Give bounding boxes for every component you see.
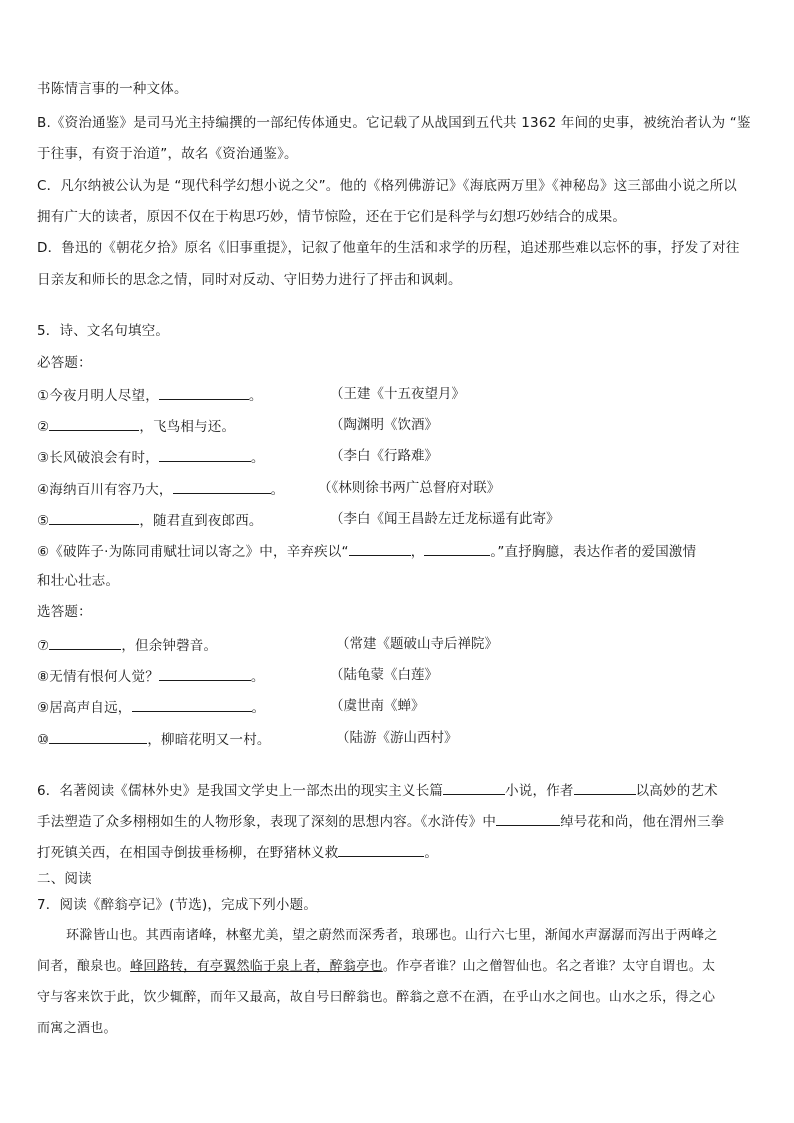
item-text: ， — [410, 544, 425, 560]
item-text: ①今夜月明人尽望， — [37, 388, 159, 404]
option-b-line-1: B.《资治通鉴》是司马光主持编撰的一部纪传体通史。它记载了从战国到五代共 1362 年间的史事，被统治者认为 “鉴 — [37, 115, 751, 131]
blank-line[interactable] — [49, 416, 139, 431]
fill-item-4 — [37, 479, 284, 499]
q6-text: 6．名著阅读《儒林外史》是我国文学史上一部杰出的现实主义长篇 — [37, 783, 444, 799]
blank-line[interactable] — [574, 780, 636, 795]
item-text: 。 — [248, 388, 263, 404]
q6-text: 绰号花和尚，他在渭州三拳 — [560, 814, 725, 830]
fill-item-1 — [37, 385, 263, 405]
passage-text: 间者，酿泉也。 — [37, 959, 131, 974]
item-text: ⑤ — [37, 513, 50, 529]
blank-line[interactable] — [159, 447, 251, 462]
blank-line[interactable] — [424, 541, 490, 556]
option-d-line-2: 日亲友和师长的思念之情，同时对反动、守旧势力进行了抨击和讽刺。 — [37, 272, 462, 288]
passage-line-4: 而寓之酒也。 — [37, 1021, 117, 1036]
option-c-line-1: C．凡尔纳被公认为是 “现代科学幻想小说之父”。他的《格列佛游记》《海底两万里》《神秘岛》这三部曲小说之所以 — [37, 178, 738, 194]
item-text: ，飞鸟相与还。 — [139, 419, 236, 435]
fill-item-3 — [37, 447, 265, 467]
source-5: （李白《闻王昌龄左迁龙标遥有此寄》 — [330, 511, 560, 527]
source-4: （《林则徐书两广总督府对联》 — [318, 480, 501, 496]
source-10: （陆游《游山西村》 — [336, 730, 458, 746]
fill-item-2 — [37, 416, 235, 436]
fill-item-6-tail: 和壮心壮志。 — [37, 573, 120, 589]
blank-line[interactable] — [49, 635, 121, 650]
blank-line[interactable] — [132, 697, 252, 712]
blank-line[interactable] — [49, 510, 139, 525]
question-6-line-3 — [37, 842, 438, 862]
item-text: ，柳暗花明又一村。 — [147, 732, 271, 748]
optional-item-9 — [37, 697, 265, 717]
passage-text: 。作亭者谁？山之僧智仙也。名之者谁？太守自谓也。太 — [382, 959, 716, 974]
option-c-line-2: 拥有广大的读者，原因不仅在于构思巧妙，情节惊险，还在于它们是科学与幻想巧妙结合的成果。 — [37, 209, 627, 225]
option-tail-line: 书陈情言事的一种文体。 — [37, 81, 188, 97]
blank-line[interactable] — [496, 811, 560, 826]
source-1: （王建《十五夜望月》 — [330, 386, 465, 402]
q6-text: 小说，作者 — [505, 783, 574, 799]
passage-line-1: 环滁皆山也。其西南诸峰，林壑尤美，望之蔚然而深秀者，琅琊也。山行六七里，渐闻水声潺潺而泻出于两峰之 — [66, 928, 718, 943]
q6-text: 。 — [424, 845, 439, 861]
blank-line[interactable] — [443, 780, 505, 795]
question-5-title: 5．诗、文名句填空。 — [37, 323, 170, 339]
item-text: ，随君直到夜郎西。 — [139, 513, 263, 529]
q6-text: 打死镇关西，在相国寺倒拔垂杨柳，在野猪林义救 — [37, 845, 339, 861]
passage-line-2 — [37, 958, 715, 976]
fill-item-5 — [37, 510, 263, 530]
question-6-line-1 — [37, 780, 718, 800]
item-text: ⑥《破阵子·为陈同甫赋壮词以寄之》中，辛弃疾以“ — [37, 544, 349, 560]
blank-line[interactable] — [173, 479, 271, 494]
underlined-sentence: 峰回路转，有亭翼然临于泉上者，醉翁亭也 — [130, 959, 383, 974]
item-text: ⑩ — [37, 732, 50, 748]
item-text: 。 — [270, 482, 285, 498]
item-text: ⑨居高声自远， — [37, 700, 132, 716]
blank-line[interactable] — [338, 842, 424, 857]
fill-item-6 — [37, 541, 696, 561]
source-7: （常建《题破山寺后禅院》 — [336, 636, 498, 652]
source-8: （陆龟蒙《白莲》 — [330, 667, 438, 683]
optional-item-8 — [37, 666, 265, 686]
item-text: ⑧无情有恨何人觉？ — [37, 669, 159, 685]
item-text: 。 — [251, 700, 266, 716]
source-3: （李白《行路难》 — [330, 448, 438, 464]
required-label: 必答题： — [37, 355, 92, 371]
blank-line[interactable] — [159, 666, 251, 681]
item-text: ③长风破浪会有时， — [37, 450, 159, 466]
question-6-line-2 — [37, 811, 724, 831]
item-text: ，但余钟磬音。 — [121, 638, 218, 654]
optional-item-7 — [37, 635, 217, 655]
item-text: ② — [37, 419, 50, 435]
q6-text: 以高妙的艺术 — [635, 783, 718, 799]
source-9: （虞世南《蝉》 — [330, 698, 425, 714]
item-text: 。 — [250, 669, 265, 685]
item-text: ⑦ — [37, 638, 50, 654]
option-b-line-2: 于往事，有资于治道”，故名《资治通鉴》。 — [37, 146, 298, 162]
blank-line[interactable] — [49, 729, 147, 744]
blank-line[interactable] — [349, 541, 411, 556]
q6-text: 手法塑造了众多栩栩如生的人物形象，表现了深刻的思想内容。《水浒传》中 — [37, 814, 497, 830]
passage-line-3: 守与客来饮于此，饮少辄醉，而年又最高，故自号曰醉翁也。醉翁之意不在酒，在乎山水之间也。山水之乐，得之心 — [37, 990, 716, 1005]
section-heading: 二、阅读 — [37, 871, 92, 887]
option-d-line-1: D．鲁迅的《朝花夕拾》原名《旧事重提》，记叙了他童年的生活和求学的历程，追述那些难以忘怀的事，抒发了对往 — [37, 240, 740, 256]
optional-label: 选答题： — [37, 604, 92, 620]
blank-line[interactable] — [159, 385, 249, 400]
source-2: （陶渊明《饮酒》 — [330, 417, 438, 433]
item-text: 。 — [250, 450, 265, 466]
optional-item-10 — [37, 729, 271, 749]
question-7-title: 7．阅读《醉翁亭记》(节选)，完成下列小题。 — [37, 897, 318, 913]
item-text: ④海纳百川有容乃大， — [37, 482, 173, 498]
item-text: 。”直抒胸臆，表达作者的爱国激情 — [490, 544, 697, 560]
